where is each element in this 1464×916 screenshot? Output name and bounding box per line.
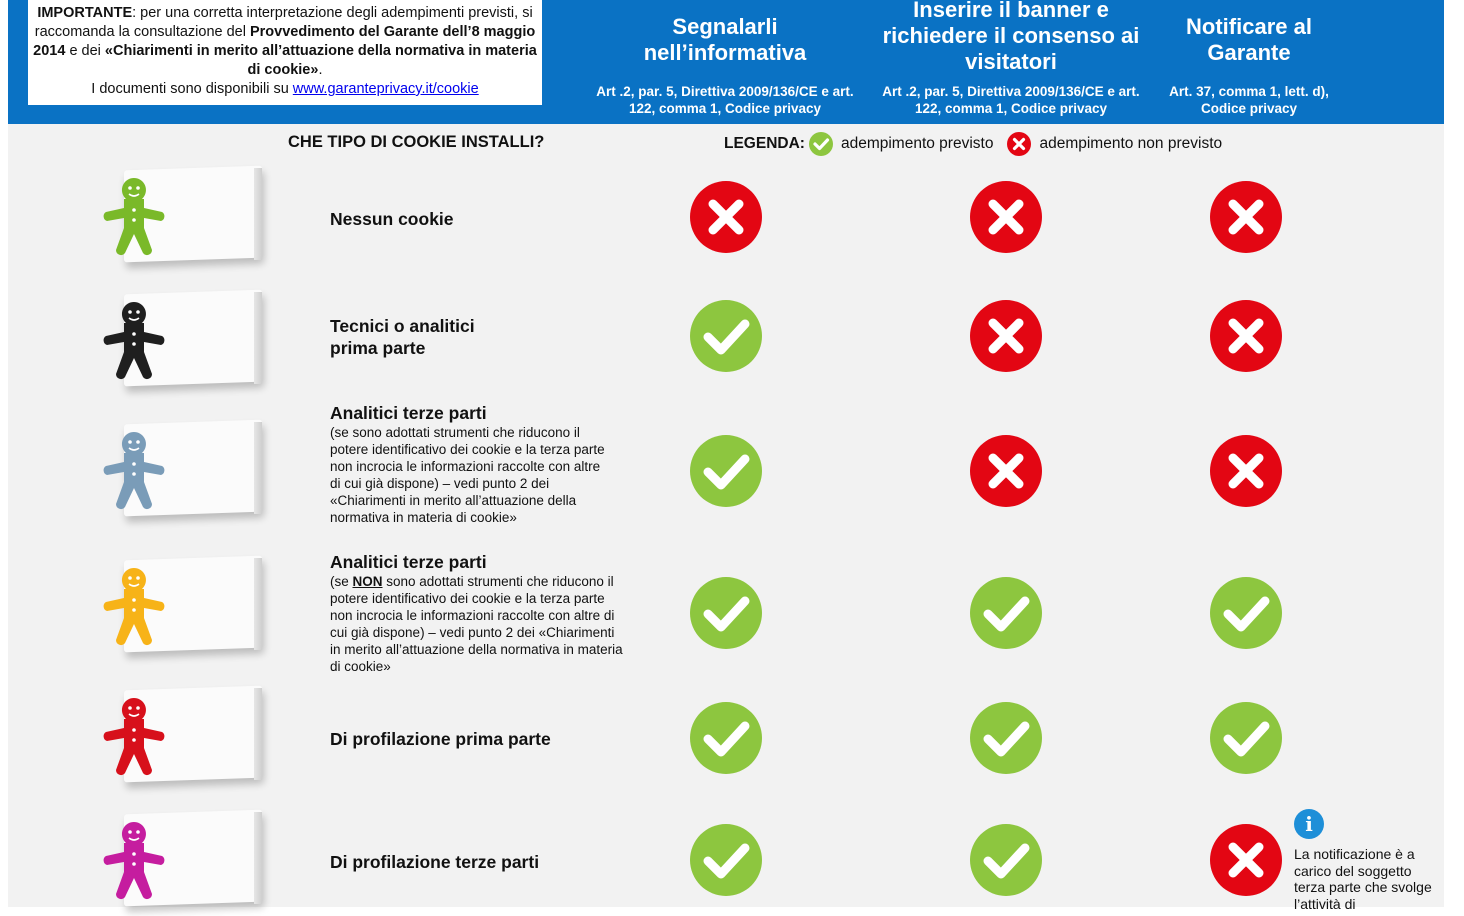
column-title: Notificare al Garante (1186, 14, 1312, 65)
cookie-sticker (74, 554, 268, 662)
check-icon (690, 824, 762, 896)
notice-text-1: : per una corretta interpretazione degli adempimenti previsti, si raccomanda la consultazione del (34, 5, 533, 40)
row-title: Analitici terze parti (330, 552, 487, 572)
gingerbread-icon (84, 168, 184, 268)
notice-lead: IMPORTANTE (37, 5, 133, 21)
status-check (690, 702, 762, 774)
gingerbread-icon (84, 558, 184, 658)
gingerbread-icon (84, 422, 184, 522)
cross-icon (1007, 132, 1031, 156)
cross-icon (970, 300, 1042, 372)
status-cross (970, 435, 1042, 507)
check-icon (690, 300, 762, 372)
legend (724, 131, 1236, 157)
desc-prefix: (se (330, 574, 353, 589)
desc-emphasis: NON (352, 574, 383, 589)
status-cross (690, 181, 762, 253)
status-cross (1210, 824, 1282, 896)
check-icon (970, 702, 1042, 774)
info-note: La notificazione è a carico del soggetto terza parte che svolge l’attività di (1294, 846, 1432, 912)
column-title: Inserire il banner e richiedere il consenso ai visitatori (882, 0, 1140, 74)
row-title: Analitici terze parti (330, 403, 487, 423)
cross-icon (1210, 824, 1282, 896)
gingerbread-icon (84, 812, 184, 912)
check-icon (690, 435, 762, 507)
row-description: (se sono adottati strumenti che riducono il potere identificativo dei cookie e la terza parte non incrocia le informazioni raccolte con altre di cui già dispone) – vedi punto 2 dei «Chiarimenti in merito all’attuazione della normativa in materia di cookie» (330, 425, 605, 525)
row-label-nessun-cookie (330, 208, 454, 230)
check-icon (970, 824, 1042, 896)
legend-yes-label: adempimento previsto (840, 135, 994, 152)
status-cross (1210, 300, 1282, 372)
status-check (1210, 702, 1282, 774)
cross-icon (970, 181, 1042, 253)
column-title: Segnalarli nell’informativa (643, 14, 807, 65)
status-check (690, 577, 762, 649)
row-label-analitici-terze-no (330, 551, 626, 675)
cookie-sticker (74, 418, 268, 526)
row-label-tecnici (330, 315, 510, 359)
status-check (690, 435, 762, 507)
status-cross (970, 300, 1042, 372)
column-header-informativa (590, 0, 860, 116)
notice-text-3: . (318, 62, 323, 78)
infographic-page (8, 0, 1444, 912)
column-subtitle: Art .2, par. 5, Direttiva 2009/136/CE e art. 122, comma 1, Codice privacy (882, 84, 1140, 116)
check-icon (809, 132, 833, 156)
row-label-analitici-terze-si (330, 402, 610, 526)
cross-icon (690, 181, 762, 253)
row-title: Tecnici o analitici prima parte (330, 316, 475, 358)
legend-title: LEGENDA: (724, 135, 805, 152)
column-subtitle: Art .2, par. 5, Direttiva 2009/136/CE e art. 122, comma 1, Codice privacy (596, 84, 854, 116)
status-check (690, 824, 762, 896)
garante-link[interactable]: www.garanteprivacy.it/cookie (292, 81, 479, 97)
notice-text-2: e dei (65, 43, 105, 59)
check-icon (970, 577, 1042, 649)
gingerbread-icon (84, 292, 184, 392)
cross-icon (1210, 435, 1282, 507)
cross-icon (1210, 181, 1282, 253)
status-check (1210, 577, 1282, 649)
legend-no-label: adempimento non previsto (1039, 135, 1223, 152)
question-heading: CHE TIPO DI COOKIE INSTALLI? (288, 133, 545, 151)
row-label-profilazione-terze (330, 851, 539, 873)
cookie-sticker (74, 164, 268, 272)
column-header-banner (876, 0, 1146, 116)
row-description (330, 573, 626, 675)
info-icon[interactable]: i (1294, 809, 1324, 839)
status-check (970, 824, 1042, 896)
check-icon (1210, 577, 1282, 649)
status-check (970, 577, 1042, 649)
notice-text-4: I documenti sono disponibili su (91, 81, 293, 97)
row-title: Di profilazione prima parte (330, 729, 551, 749)
status-cross (970, 181, 1042, 253)
check-icon (1210, 702, 1282, 774)
cross-icon (1210, 300, 1282, 372)
gingerbread-icon (84, 688, 184, 788)
notice-bold-1: Provvedimento del Garante dell’8 maggio 2014 (33, 24, 536, 59)
check-icon (690, 577, 762, 649)
column-header-notifica (1154, 0, 1344, 116)
cookie-sticker (74, 684, 268, 792)
status-cross (1210, 435, 1282, 507)
notice-bold-2: «Chiarimenti in merito all’attuazione della normativa in materia di cookie» (104, 43, 537, 78)
check-icon (690, 702, 762, 774)
status-cross (1210, 181, 1282, 253)
important-notice (28, 0, 542, 105)
status-check (690, 300, 762, 372)
cookie-sticker (74, 288, 268, 396)
column-subtitle: Art. 37, comma 1, lett. d), Codice privacy (1169, 84, 1329, 116)
header-band (8, 0, 1444, 124)
cookie-sticker (74, 808, 268, 916)
row-title: Nessun cookie (330, 209, 454, 229)
status-check (970, 702, 1042, 774)
row-title: Di profilazione terze parti (330, 852, 540, 872)
row-label-profilazione-prima (330, 728, 551, 750)
cross-icon (970, 435, 1042, 507)
desc-rest: sono adottati strumenti che riducono il potere identificativo dei cookie e la terza parte non incrocia le informazioni raccolte con altre di cui già dispone) – vedi punto 2 dei «Chiarimenti in merito all’attuazione della normativa in materia di cookie» (330, 574, 623, 674)
